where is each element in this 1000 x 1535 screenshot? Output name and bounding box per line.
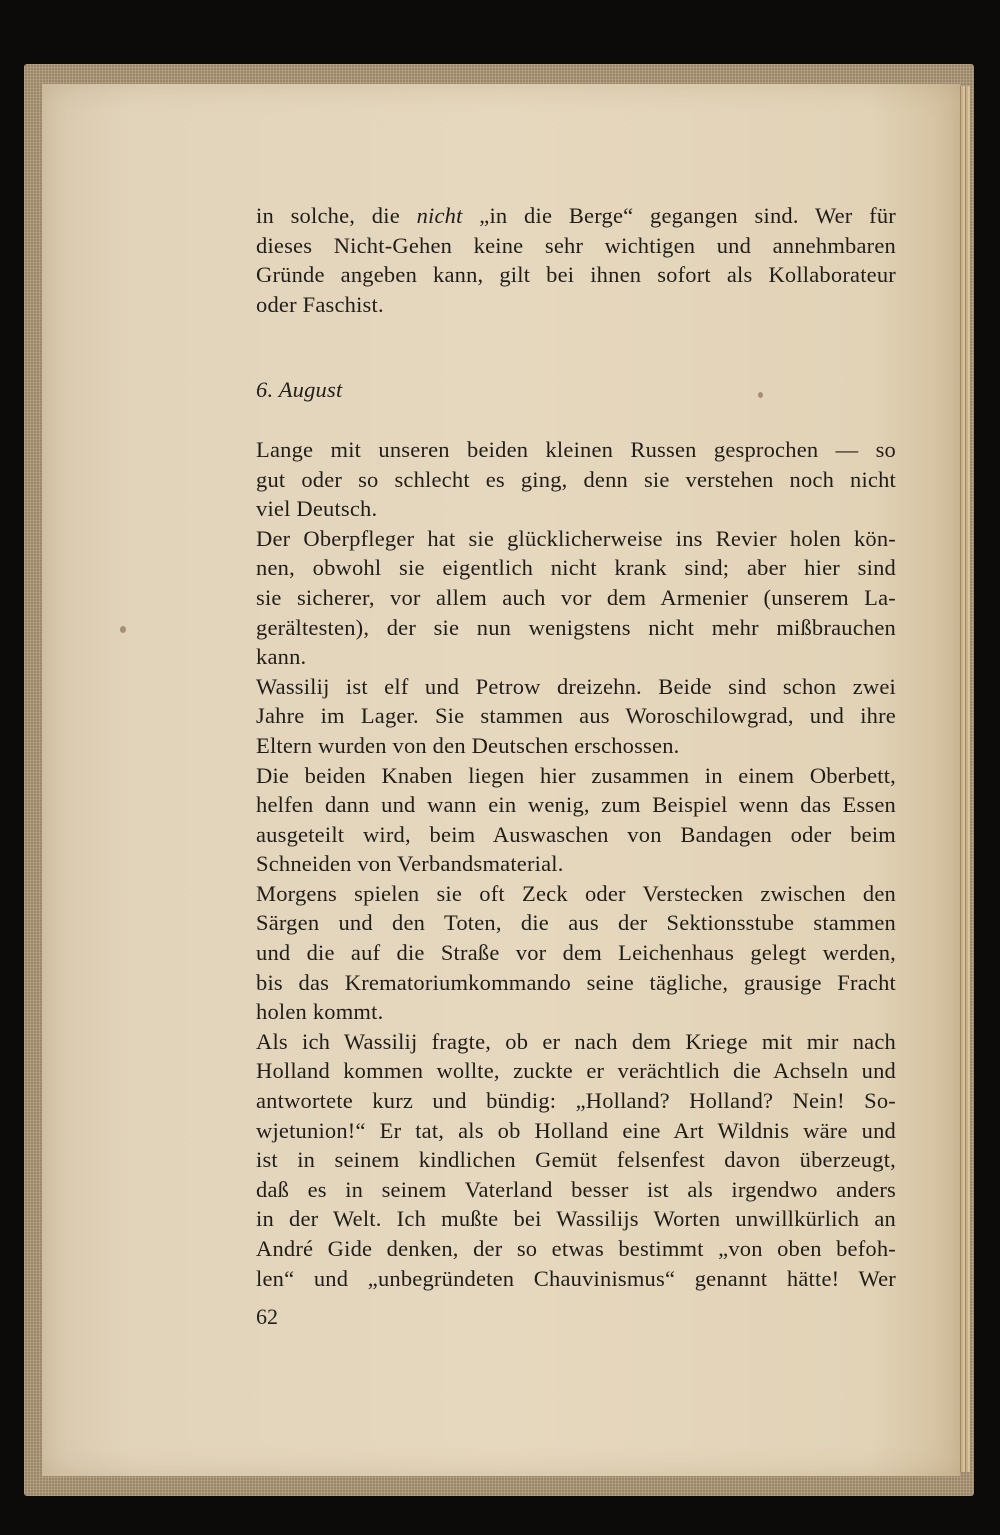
text-line: bis das Krematoriumkommando seine tägliche, grausige Fracht (256, 969, 896, 995)
text-line: viel Deutsch. (256, 496, 378, 522)
text-line: Morgens spielen sie oft Zeck oder Verstecken zwischen den (256, 880, 896, 906)
text-line: Die beiden Knaben liegen hier zusammen in einem Oberbett, (256, 762, 896, 788)
text-line: nen, obwohl sie eigentlich nicht krank sind; aber hier sind (256, 555, 896, 581)
text-line: Schneiden von Verbandsmaterial. (256, 851, 564, 877)
text-line: Särgen und den Toten, die aus der Sektionsstube stammen (256, 910, 896, 936)
text-line: Eltern wurden von den Deutschen erschossen. (256, 732, 680, 758)
text-line: gerältesten), der sie nun wenigstens nicht mehr mißbrauchen (256, 614, 896, 640)
text-line: in der Welt. Ich mußte bei Wassilijs Worten unwillkürlich an (256, 1206, 896, 1232)
text-line: len“ und „unbegründeten Chauvinismus“ genannt hätte! Wer (256, 1265, 896, 1291)
text-line: Gründe angeben kann, gilt bei ihnen sofort als Kollaborateur (256, 262, 896, 288)
book-page (42, 84, 960, 1476)
text-line: Der Oberpfleger hat sie glücklicherweise ins Revier holen kön- (256, 525, 896, 551)
text-line: sie sicherer, vor allem auch vor dem Armenier (unserem La- (256, 584, 896, 610)
text-line: ausgeteilt wird, beim Auswaschen von Bandagen oder beim (256, 821, 896, 847)
date-heading: 6. August (256, 377, 343, 403)
text-line: Holland kommen wollte, zuckte er verächtlich die Achseln und (256, 1058, 896, 1084)
page-number: 62 (256, 1304, 278, 1329)
text-line: daß es in seinem Vaterland besser ist als irgendwo anders (256, 1176, 896, 1202)
text-line: dieses Nicht-Gehen keine sehr wichtigen und annehmbaren (256, 232, 896, 258)
text-line: Jahre im Lager. Sie stammen aus Woroschilowgrad, und ihre (256, 703, 896, 729)
text-line: Wassilij ist elf und Petrow dreizehn. Beide sind schon zwei (256, 673, 896, 699)
text-line: oder Faschist. (256, 291, 384, 317)
text-line: und die auf die Straße vor dem Leichenhaus gelegt werden, (256, 940, 896, 966)
text-line: ist in seinem kindlichen Gemüt felsenfest davon überzeugt, (256, 1147, 896, 1173)
text-line: kann. (256, 644, 307, 670)
text-line: in solche, die nicht „in die Berge“ gegangen sind. Wer für (256, 203, 896, 228)
page-text (256, 201, 896, 1293)
text-line: gut oder so schlecht es ging, denn sie verstehen noch nicht (256, 466, 896, 492)
paper-spot (120, 626, 126, 633)
text-line: Lange mit unseren beiden kleinen Russen gesprochen — so (256, 436, 896, 462)
text-line: antwortete kurz und bündig: „Holland? Holland? Nein! So- (256, 1088, 896, 1114)
text-line: wjetunion!“ Er tat, als ob Holland eine Art Wildnis wäre und (256, 1117, 896, 1143)
text-line: holen kommt. (256, 999, 384, 1025)
text-line: André Gide denken, der so etwas bestimmt „von oben befoh- (256, 1236, 896, 1261)
text-line: helfen dann und wann ein wenig, zum Beispiel wenn das Essen (256, 792, 896, 818)
text-line: Als ich Wassilij fragte, ob er nach dem Kriege mit mir nach (256, 1028, 896, 1054)
quote-fragment: „in die Berge“ gegangen sind. Wer für (479, 203, 896, 228)
